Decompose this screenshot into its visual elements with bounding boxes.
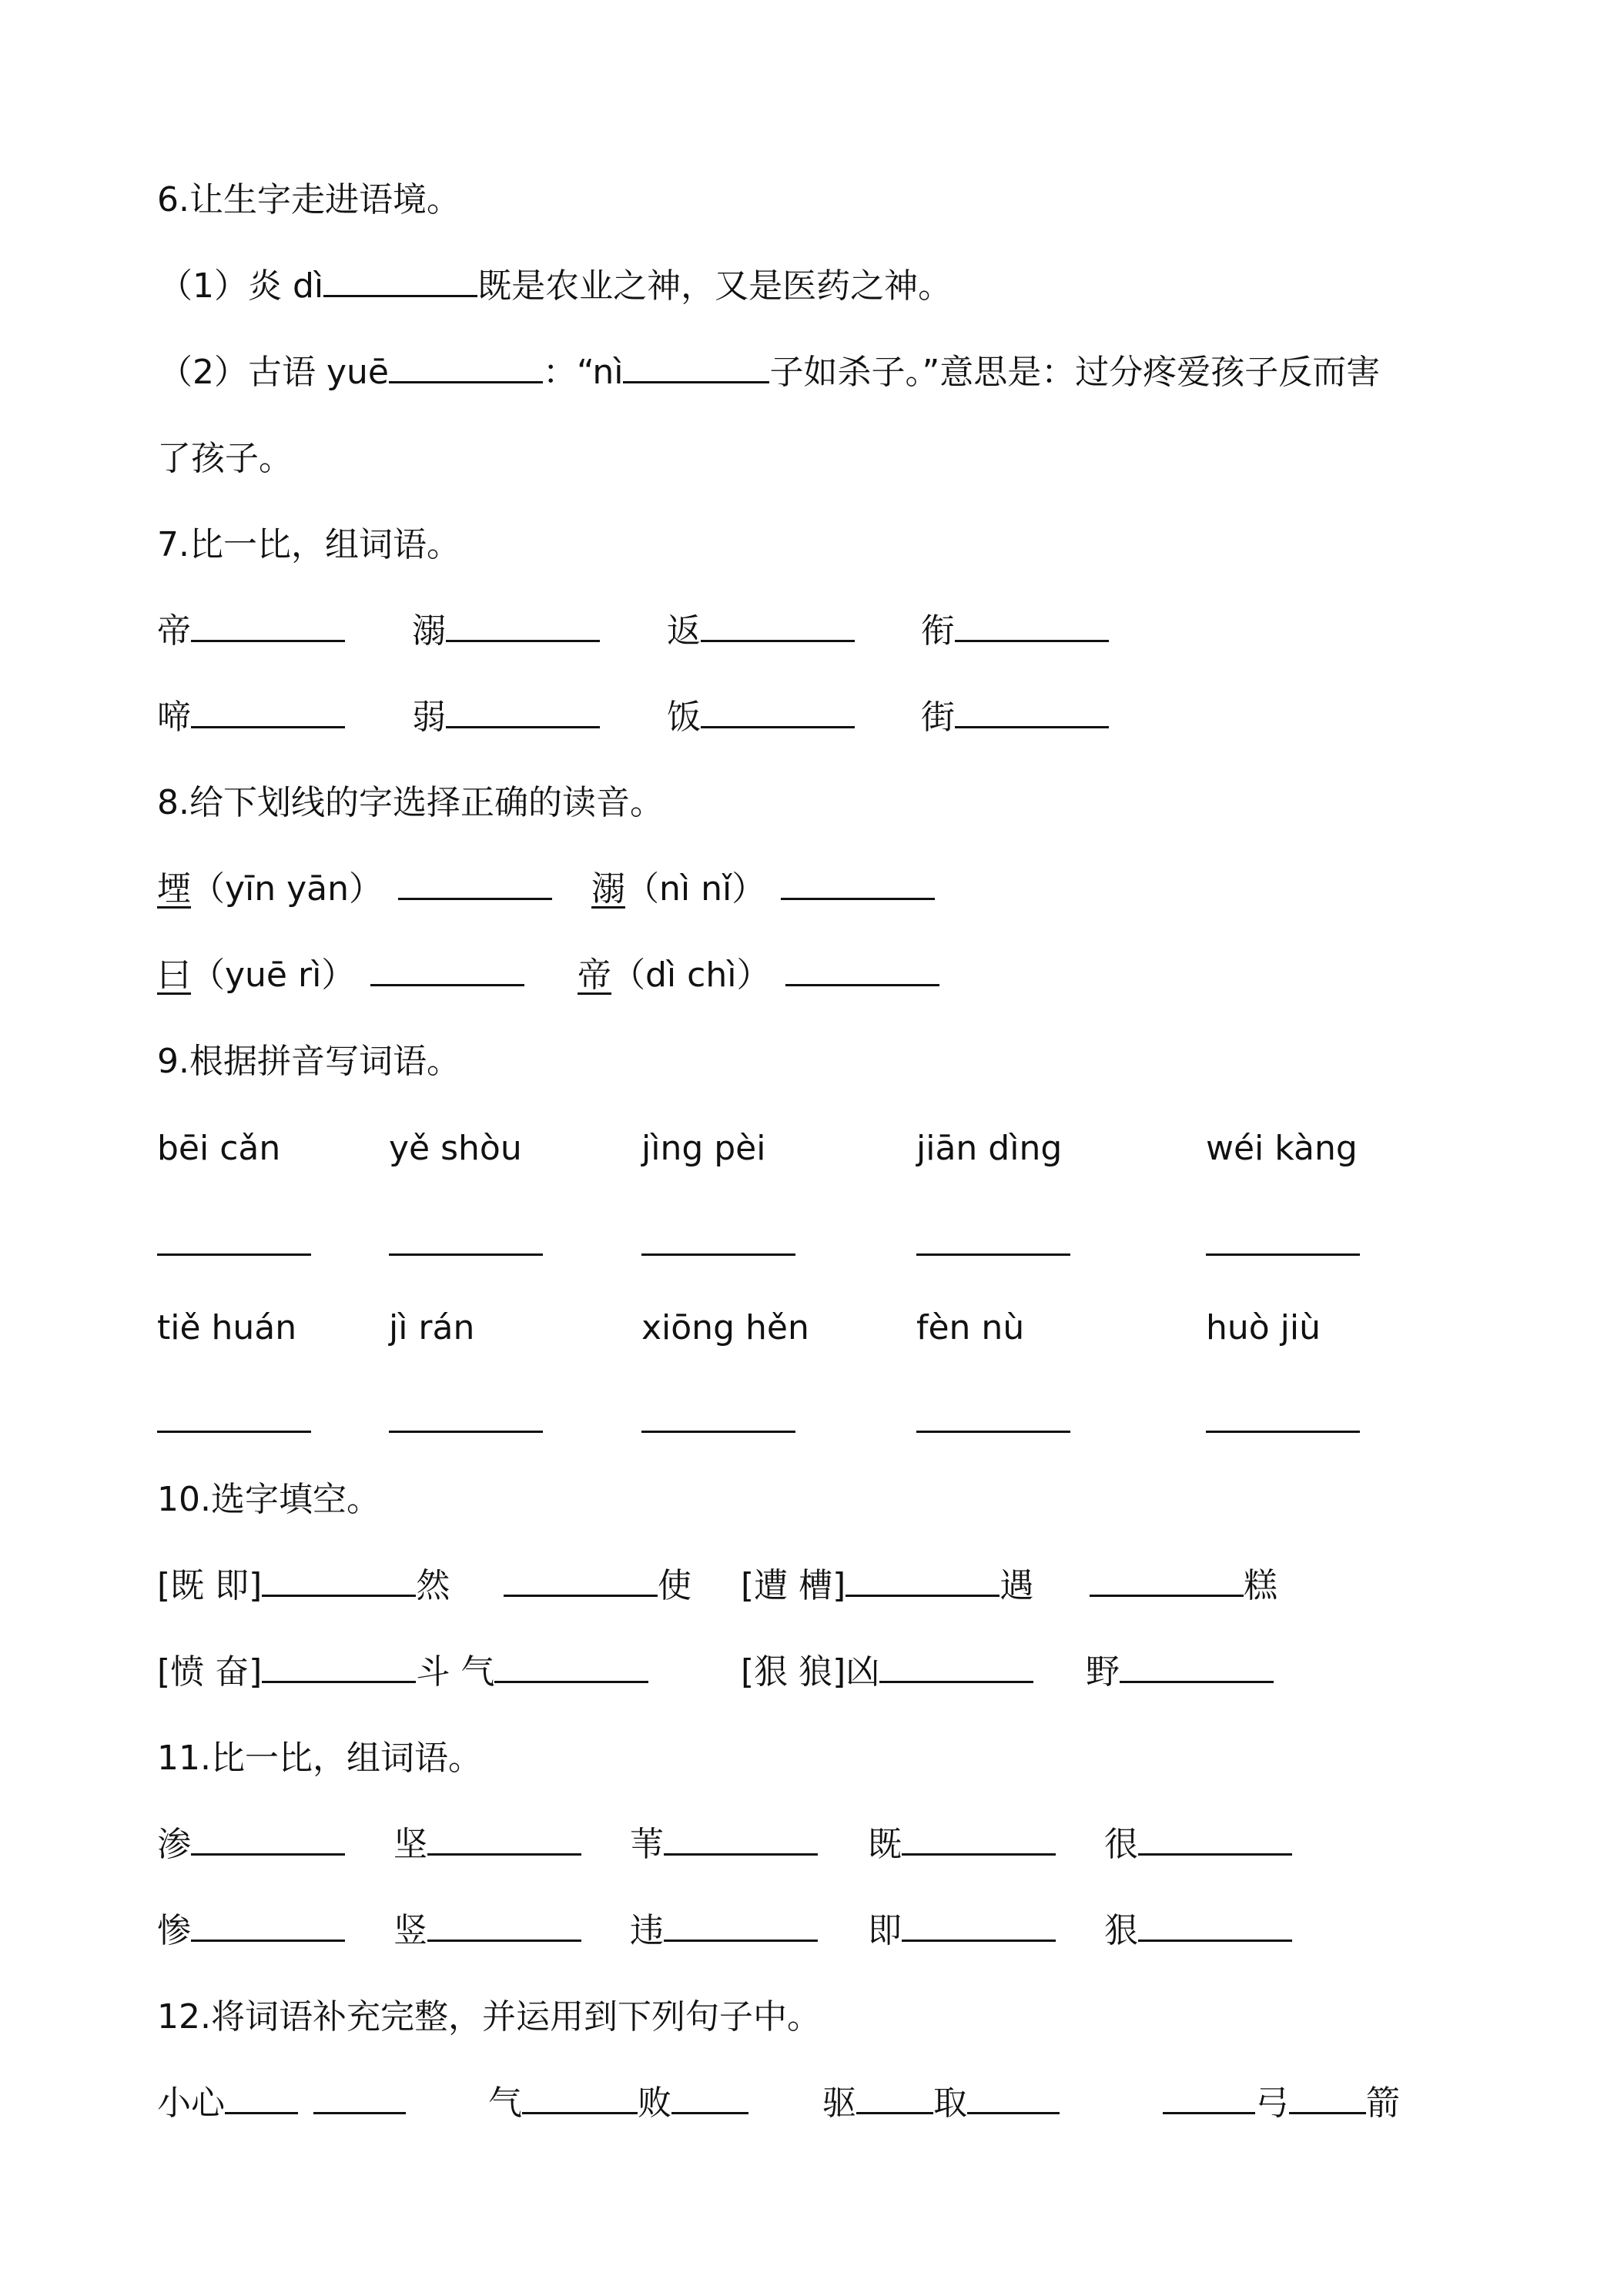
q10-choice-group: [遭 槽]: [741, 1566, 846, 1605]
q7-char: 啼: [157, 698, 191, 737]
q12-item-2: [488, 2080, 748, 2127]
q10-r1-mid: [504, 1563, 691, 1609]
q8-item-2: [591, 866, 935, 912]
q11-r1-c2: [393, 1822, 581, 1868]
q8-underlined-char: 溺: [591, 869, 625, 909]
q7-char: 街: [921, 698, 955, 737]
q7-char: 返: [667, 611, 701, 651]
q12-blank[interactable]: [856, 2081, 933, 2114]
q6-item2-prefix: （2）古语 yuē: [159, 353, 389, 392]
q6-title: 6.让生字走进语境。: [157, 180, 460, 219]
q10-word: 使: [658, 1566, 691, 1605]
q11-r2-c2: [393, 1908, 581, 1954]
q8-item-4: [578, 952, 939, 999]
q10-r1-end: [1090, 1563, 1277, 1609]
q8-options: （yīn yān）: [191, 869, 383, 909]
q6-item1-blank[interactable]: [323, 264, 477, 297]
q8-options: （dì chì）: [611, 956, 771, 995]
q11-r1-c4: [868, 1822, 1056, 1868]
q12-word: 驱: [822, 2083, 856, 2123]
q10-title: 10.选字填空。: [157, 1480, 380, 1519]
q7-r2-c3: [667, 694, 855, 741]
q11-blank[interactable]: [427, 1909, 581, 1942]
q7-blank[interactable]: [955, 695, 1109, 728]
q11-blank[interactable]: [1138, 1909, 1292, 1942]
q8-underlined-char: 堙: [157, 869, 191, 909]
q12-word: 弓: [1255, 2083, 1289, 2123]
q8-blank[interactable]: [370, 953, 524, 986]
q9-pinyin: jiān dìng: [916, 1129, 1063, 1168]
q11-blank[interactable]: [902, 1909, 1056, 1942]
q6-item1: [159, 263, 952, 310]
q10-word: 斗 气: [416, 1652, 495, 1692]
q6-item2: [159, 350, 1380, 396]
q7-r1-c3: [667, 608, 855, 654]
q11-blank[interactable]: [191, 1822, 345, 1856]
q10-blank[interactable]: [494, 1650, 648, 1683]
q11-r2-c4: [868, 1908, 1056, 1954]
q9-answer-line[interactable]: [641, 1428, 795, 1433]
q8-blank[interactable]: [785, 953, 939, 986]
q11-char: 狠: [1104, 1911, 1138, 1950]
q9-answer-line[interactable]: [1206, 1428, 1360, 1433]
q8-underlined-char: 曰: [157, 956, 191, 995]
q9-pinyin: yě shòu: [389, 1129, 522, 1168]
q12-blank[interactable]: [313, 2081, 406, 2114]
q7-r2-c1: [157, 694, 345, 741]
q10-choice-group: [既 即]: [157, 1566, 263, 1605]
q12-item-1: [157, 2080, 406, 2127]
q11-blank[interactable]: [664, 1822, 818, 1856]
q12-blank[interactable]: [225, 2081, 298, 2114]
q10-blank[interactable]: [262, 1650, 416, 1683]
q6-item2-mid: ：“nì: [542, 353, 624, 392]
q11-char: 违: [630, 1911, 664, 1950]
q8-underlined-char: 帝: [578, 956, 611, 995]
q8-item-3: [157, 952, 524, 999]
q7-blank[interactable]: [701, 609, 855, 642]
q11-char: 坚: [393, 1825, 427, 1864]
q11-char: 惨: [157, 1911, 191, 1950]
q8-blank[interactable]: [781, 867, 935, 900]
q11-title: 11.比一比，组词语。: [157, 1739, 482, 1778]
q7-title: 7.比一比，组词语。: [157, 525, 460, 564]
q11-char: 即: [868, 1911, 902, 1950]
q7-r2-c2: [412, 694, 600, 741]
q6-item1-prefix: （1）炎 dì: [159, 266, 324, 306]
q8-options: （nì nǐ）: [625, 869, 766, 909]
q10-r1-right: [741, 1563, 1033, 1609]
q11-r2-c3: [630, 1908, 818, 1954]
q9-answer-line[interactable]: [916, 1428, 1070, 1433]
q10-r2-end: [1086, 1649, 1274, 1695]
q12-blank[interactable]: [522, 2081, 638, 2114]
q11-char: 很: [1104, 1825, 1138, 1864]
q12-word: 气: [488, 2083, 522, 2123]
q11-char: 苇: [630, 1825, 664, 1864]
q11-blank[interactable]: [902, 1822, 1056, 1856]
q10-blank[interactable]: [504, 1564, 658, 1597]
q7-r1-c2: [412, 608, 600, 654]
q9-pinyin: wéi kàng: [1206, 1129, 1358, 1168]
q12-blank[interactable]: [1289, 2081, 1366, 2114]
q10-blank[interactable]: [1120, 1650, 1274, 1683]
q7-blank[interactable]: [446, 695, 600, 728]
q11-char: 既: [868, 1825, 902, 1864]
q9-answer-line[interactable]: [389, 1428, 543, 1433]
q11-blank[interactable]: [664, 1909, 818, 1942]
q7-blank[interactable]: [191, 695, 345, 728]
q12-item-3: [822, 2080, 1060, 2127]
q12-title: 12.将词语补充完整，并运用到下列句子中。: [157, 1997, 821, 2037]
q11-r1-c3: [630, 1822, 818, 1868]
q8-item-1: [157, 866, 552, 912]
q6-item2-suffix: 子如杀子。”意思是：过分疼爱孩子反而害: [769, 353, 1381, 392]
q7-char: 弱: [412, 698, 446, 737]
q11-blank[interactable]: [427, 1822, 581, 1856]
q9-answer-line[interactable]: [157, 1251, 311, 1256]
q8-options: （yuē rì）: [191, 956, 356, 995]
q10-blank[interactable]: [262, 1564, 416, 1597]
q10-choice-group: [狠 狼]凶: [741, 1652, 880, 1692]
q11-r2-c1: [157, 1908, 345, 1954]
q11-blank[interactable]: [191, 1909, 345, 1942]
q12-word: 败: [638, 2083, 671, 2123]
q10-word: 糕: [1244, 1566, 1277, 1605]
q9-pinyin: fèn nù: [916, 1308, 1025, 1347]
q10-r1-left: [157, 1563, 450, 1609]
q10-blank[interactable]: [1090, 1564, 1244, 1597]
q9-pinyin: huò jiù: [1206, 1308, 1321, 1347]
q8-title: 8.给下划线的字选择正确的读音。: [157, 783, 664, 822]
q8-blank[interactable]: [398, 867, 552, 900]
q11-r1-c1: [157, 1822, 345, 1868]
q12-blank[interactable]: [671, 2081, 748, 2114]
q9-pinyin: jì rán: [389, 1308, 475, 1347]
q7-char: 溺: [412, 611, 446, 651]
q6-item2-blank2[interactable]: [623, 350, 769, 383]
q6-item2-continued: 了孩子。: [157, 439, 293, 478]
q9-pinyin: bēi cǎn: [157, 1129, 281, 1168]
q7-char: 饭: [667, 698, 701, 737]
q7-char: 衔: [921, 611, 955, 651]
q12-word: 箭: [1366, 2083, 1400, 2123]
q7-char: 帝: [157, 611, 191, 651]
q10-word: 野: [1086, 1652, 1120, 1692]
q7-blank[interactable]: [191, 609, 345, 642]
q11-char: 渗: [157, 1825, 191, 1864]
q7-blank[interactable]: [446, 609, 600, 642]
q10-blank[interactable]: [879, 1650, 1033, 1683]
q12-item-4: [1163, 2080, 1400, 2127]
q9-answer-line[interactable]: [157, 1428, 311, 1433]
q9-title: 9.根据拼音写词语。: [157, 1042, 460, 1081]
q11-r2-c5: [1104, 1908, 1292, 1954]
q10-choice-group: [愤 奋]: [157, 1652, 263, 1692]
q9-answer-line[interactable]: [641, 1251, 795, 1256]
q11-blank[interactable]: [1138, 1822, 1292, 1856]
q7-blank[interactable]: [955, 609, 1109, 642]
q10-word: 然: [416, 1566, 450, 1605]
q9-pinyin: xiōng hěn: [641, 1308, 809, 1347]
q10-r2-left: [157, 1649, 648, 1695]
q7-r1-c1: [157, 608, 345, 654]
q9-answer-line[interactable]: [389, 1251, 543, 1256]
q12-word: 取: [933, 2083, 967, 2123]
q7-r2-c4: [921, 694, 1109, 741]
q9-pinyin: jìng pèi: [641, 1129, 766, 1168]
q7-blank[interactable]: [701, 695, 855, 728]
q11-r1-c5: [1104, 1822, 1292, 1868]
q10-word: 遇: [1000, 1566, 1034, 1605]
q10-r2-right: [741, 1649, 1033, 1695]
q7-r1-c4: [921, 608, 1109, 654]
q6-item1-suffix: 既是农业之神，又是医药之神。: [477, 266, 953, 306]
q12-blank[interactable]: [1163, 2081, 1255, 2114]
q11-char: 竖: [393, 1911, 427, 1950]
q9-answer-line[interactable]: [1206, 1251, 1360, 1256]
q9-answer-line[interactable]: [916, 1251, 1070, 1256]
q12-word: 小心: [157, 2083, 225, 2123]
q6-item2-blank1[interactable]: [389, 350, 543, 383]
q12-blank[interactable]: [967, 2081, 1060, 2114]
q9-pinyin: tiě huán: [157, 1308, 297, 1347]
q10-blank[interactable]: [845, 1564, 1000, 1597]
